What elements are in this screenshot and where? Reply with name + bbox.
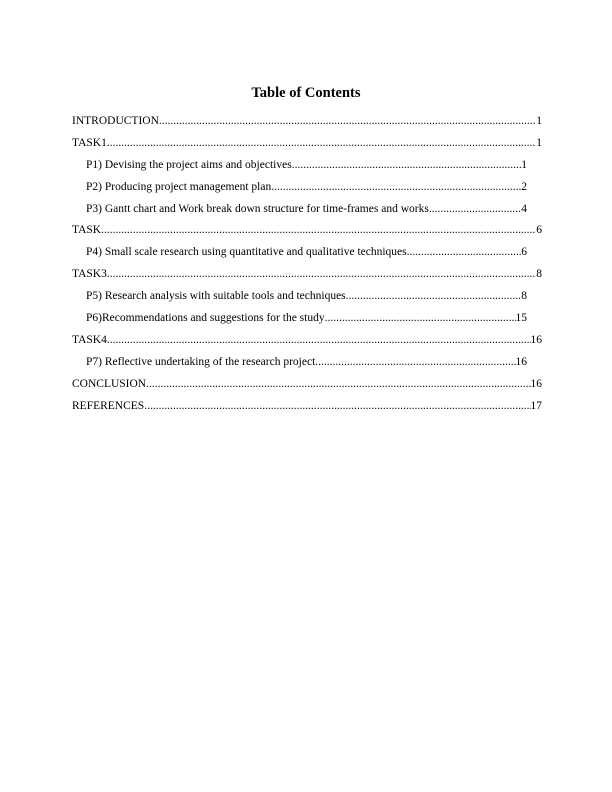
toc-entry-p2[interactable]: [72, 177, 527, 199]
toc-entry-task4[interactable]: [72, 330, 542, 352]
toc-entry-label: INTRODUCTION: [72, 115, 159, 127]
toc-entry-task[interactable]: [72, 220, 542, 242]
toc-entry-label: TASK1: [72, 136, 107, 149]
toc-leader-dots: [107, 330, 531, 350]
toc-entry-label: TASK4: [72, 333, 107, 346]
toc-entry-label: TASK3: [72, 268, 107, 281]
toc-page-number: 8: [521, 290, 527, 303]
toc-leader-dots: [315, 352, 515, 372]
toc-leader-dots: [292, 155, 522, 175]
toc-entry-p5[interactable]: [72, 286, 527, 308]
toc-page-number: 6: [521, 246, 527, 259]
toc-entry-label: P4) Small scale research using quantitative and qualitative techniques: [86, 246, 407, 259]
toc-page-number: 1: [536, 136, 542, 149]
toc-page-number: 1: [536, 115, 542, 127]
toc-entry-references[interactable]: [72, 396, 542, 418]
toc-leader-dots: [107, 133, 536, 153]
toc-page-number: 6: [536, 224, 542, 237]
toc-entry-label: P3) Gantt chart and Work break down structure for time-frames and works: [86, 202, 429, 215]
toc-entry-label: TASK: [72, 224, 102, 237]
toc-leader-dots: [429, 199, 521, 219]
toc-entry-introduction[interactable]: [72, 111, 542, 133]
toc-leader-dots: [159, 111, 536, 131]
toc-entry-label: P1) Devising the project aims and objectives: [86, 158, 292, 171]
toc-entry-label: REFERENCES: [72, 399, 145, 412]
toc-entry-p3[interactable]: [72, 199, 527, 221]
toc-entry-label: P7) Reflective undertaking of the research project: [86, 355, 316, 368]
toc-entry-p4[interactable]: [72, 242, 527, 264]
toc-entry-label: CONCLUSION: [72, 377, 147, 390]
toc-page-number: 16: [515, 355, 527, 368]
toc-page-number: 17: [530, 399, 542, 412]
toc-entry-label: P2) Producing project management plan: [86, 180, 272, 193]
toc-page-number: 15: [515, 312, 527, 325]
toc-entry-p6[interactable]: [72, 308, 527, 330]
toc-page-number: 16: [530, 333, 542, 346]
table-of-contents: [72, 111, 542, 417]
toc-leader-dots: [107, 264, 536, 284]
toc-leader-dots: [146, 374, 530, 394]
toc-entry-label: P5) Research analysis with suitable tools and techniques: [86, 290, 346, 303]
toc-leader-dots: [144, 396, 530, 416]
toc-leader-dots: [101, 220, 536, 240]
toc-entry-p1[interactable]: [72, 155, 527, 177]
toc-page-number: 8: [536, 268, 542, 281]
toc-entry-p7[interactable]: [72, 352, 527, 374]
toc-entry-task3[interactable]: [72, 264, 542, 286]
toc-page-number: 16: [530, 377, 542, 390]
toc-leader-dots: [325, 308, 516, 328]
toc-leader-dots: [407, 242, 522, 262]
toc-page-number: 4: [521, 202, 527, 215]
toc-page-number: 1: [521, 158, 527, 171]
toc-entry-conclusion[interactable]: [72, 374, 542, 396]
toc-page-number: 2: [521, 180, 527, 193]
toc-leader-dots: [346, 286, 522, 306]
toc-entry-label: P6)Recommendations and suggestions for the study: [86, 312, 325, 325]
toc-entry-task1[interactable]: [72, 133, 542, 155]
toc-leader-dots: [271, 177, 521, 197]
page-title: Table of Contents: [251, 85, 361, 101]
